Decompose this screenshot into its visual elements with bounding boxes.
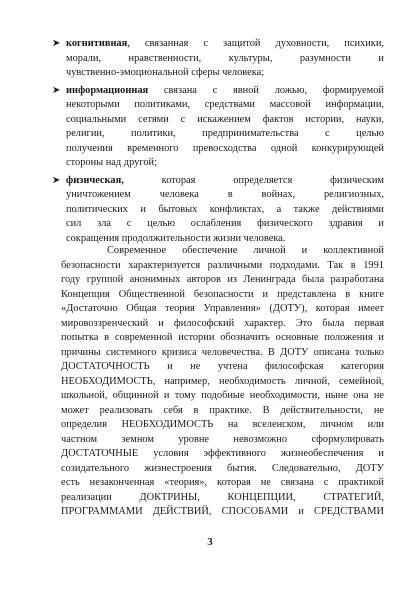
paragraph-line: реализации ДОКТРИНЫ, КОНЦЕПЦИИ, СТРАТЕГИЙ, bbox=[61, 491, 384, 503]
list-item bbox=[52, 37, 384, 81]
arrow-bullet-icon: ➤ bbox=[52, 174, 61, 186]
bullet-line: сокращения продолжительности жизни человека. bbox=[66, 232, 286, 244]
bullet-line: политических и бытовых конфликтах, а также действиями bbox=[66, 203, 384, 215]
paragraph-line: Концепция Общественной безопасности и представлена в книге bbox=[61, 288, 384, 300]
bullet-line: уничтожением человека в войнах, религиозных, bbox=[66, 189, 384, 200]
paragraph-line: частном земном уровне невозможно сформулировать bbox=[61, 433, 384, 445]
bullet-term: физическая, bbox=[66, 174, 124, 186]
arrow-bullet-icon: ➤ bbox=[52, 84, 61, 96]
paragraph-line: ДОСТАТОЧНОСТЬ и не учтена философская категория bbox=[61, 361, 384, 372]
bullet-line: сил зла с целью ослабления физического здравия и bbox=[66, 218, 384, 229]
paragraph-line: году группой анонимных авторов из Ленинграда была разработана bbox=[61, 274, 384, 285]
paragraph-line: безопасности характеризуется различными подходами. Так в 1991 bbox=[61, 259, 384, 271]
paragraph-line: школьной, общинной и тому подобные необходимости, ныне она не bbox=[61, 390, 384, 401]
paragraph-line: может реализовать себя в практике. В действительности, не bbox=[61, 404, 384, 416]
paragraph-line: Современное обеспечение личной и коллективной bbox=[107, 245, 384, 256]
bullet-list bbox=[52, 37, 384, 249]
paragraph-line: ДОСТАТОЧНЫЕ условия эффективного жизнеобеспечения и bbox=[61, 448, 384, 459]
bullet-term: когнитивная bbox=[66, 38, 128, 49]
paragraph-line: есть незаконченная «теория», которая не связана с практикой bbox=[61, 477, 384, 488]
bullet-line: религии, политики, предпринимательства с целью bbox=[66, 128, 384, 139]
bullet-line: некоторыми политиками, средствами массовой информации, bbox=[66, 99, 384, 110]
bullet-line: социальными сетями с искажением фактов истории, науки, bbox=[66, 113, 384, 125]
bullet-term: информационная bbox=[66, 84, 149, 96]
bullet-line: морали, нравственности, культуры, разумности и bbox=[66, 52, 384, 64]
paragraph-line: попытка в современной истории обозначить основные положения и bbox=[61, 332, 384, 343]
paragraph-line: ПРОГРАММАМИ ДЕЙСТВИЙ, СПОСОБАМИ и СРЕДСТВАМИ bbox=[61, 506, 384, 517]
paragraph-line: причины системного кризиса человечества. В ДОТУ описана только bbox=[61, 346, 384, 358]
paragraph-line: мировоззренческий и философский характер. Это была первая bbox=[61, 317, 384, 329]
paragraph-line: определив НЕОБХОДИМОСТЬ на вселенском, личном или bbox=[61, 419, 384, 430]
bullet-line: связана с явной ложью, формируемой bbox=[148, 84, 384, 96]
arrow-bullet-icon: ➤ bbox=[52, 38, 61, 49]
bullet-line: , связанная с защитой духовности, психики, bbox=[127, 38, 384, 49]
paragraph-line: НЕОБХОДИМОСТЬ, например, необходимость личной, семейной, bbox=[61, 375, 384, 387]
page-number: 3 bbox=[207, 536, 213, 548]
list-item bbox=[52, 84, 384, 171]
bullet-line: стороны над другой; bbox=[66, 157, 157, 168]
paragraph-line: созидательного жизнестроения бытия. Следовательно, ДОТУ bbox=[61, 462, 384, 474]
body-paragraph bbox=[61, 244, 384, 520]
bullet-line: получения временного превосходства одной конкурирующей bbox=[66, 142, 384, 154]
paragraph-line: «Достаточно Общая теория Управления» (ДОТУ), которая имеет bbox=[61, 303, 384, 314]
list-item bbox=[52, 174, 384, 247]
bullet-line: чувственно-эмоциональной сферы человека; bbox=[66, 67, 265, 78]
bullet-line: которая определяется физическим bbox=[123, 174, 384, 186]
